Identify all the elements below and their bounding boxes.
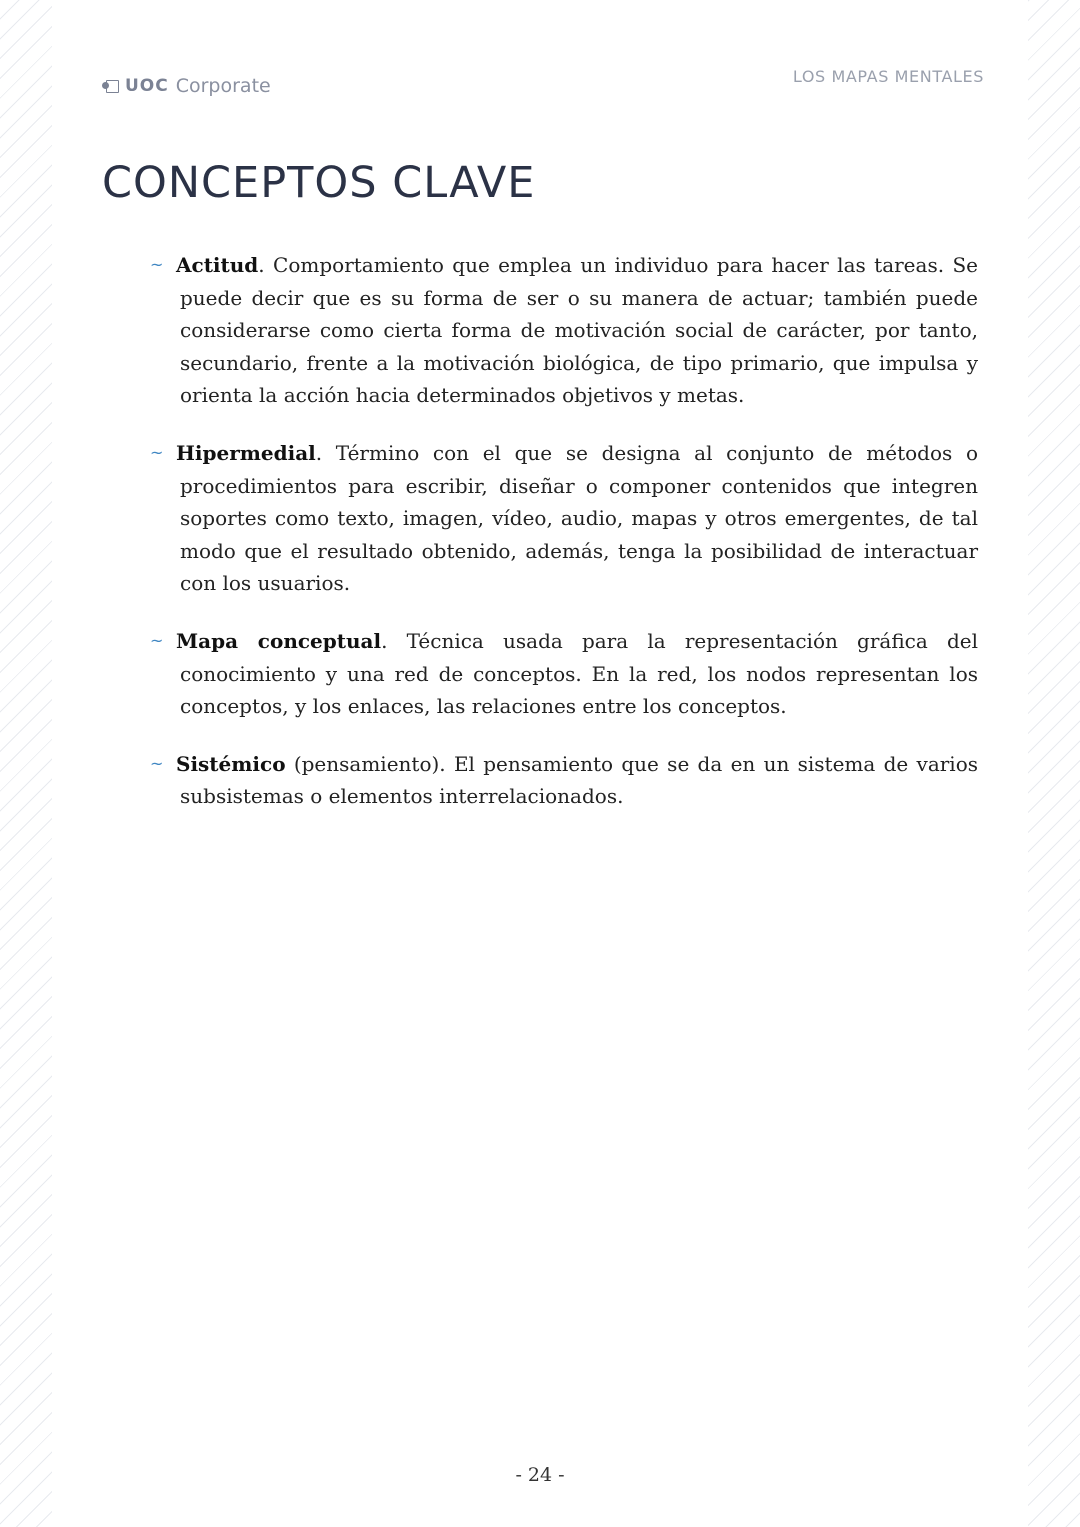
concept-text [176, 437, 978, 600]
concept-definition: . Comportamiento que emplea un individuo para hacer las tareas. Se puede decir que es su forma de ser o su manera de actuar; también puede considerarse como cierta forma de motivación social de carácter, por tanto, secundario, frente a la motivación biológica, de tipo primario, que impulsa y orienta la acción hacia determinados objetivos y metas. [180, 253, 978, 408]
running-header-title: LOS MAPAS MENTALES [792, 67, 984, 86]
tilde-bullet-icon: ~ [150, 753, 164, 773]
concept-definition: . Técnica usada para la representación gráfica del conocimiento y una red de conceptos. En la red, los nodos representan los conceptos, y los enlaces, las relaciones entre los conceptos. [180, 628, 978, 719]
concept-term: Actitud [176, 253, 259, 277]
concept-mapa-conceptual [150, 625, 978, 723]
section-title: CONCEPTOS CLAVE [102, 158, 536, 208]
concept-term: Hipermedial [176, 440, 316, 465]
logo-uoc-text: UOC [125, 76, 169, 96]
concept-text [176, 625, 978, 723]
concept-sistemico [150, 748, 978, 813]
concept-term: Sistémico [176, 751, 286, 776]
tilde-bullet-icon: ~ [150, 442, 164, 462]
concept-definition: (pensamiento). El pensamiento que se da en un sistema de varios subsistemas o elementos interrelacionados. [180, 751, 978, 809]
concept-text [176, 748, 978, 813]
tilde-bullet-icon: ~ [150, 255, 164, 274]
concept-definition: . Término con el que se designa al conjunto de métodos o procedimientos para escribir, diseñar o componer contenidos que integren soportes como texto, imagen, vídeo, audio, mapas y otros emergentes, de tal modo que el resultado obtenido, además, tenga la posibilidad de interactuar con los usuarios. [180, 440, 978, 596]
concept-text [176, 249, 978, 412]
uoc-corporate-logo [102, 74, 271, 98]
key-concepts-list [150, 249, 978, 838]
page-number: - 24 - [515, 1464, 565, 1486]
tilde-bullet-icon: ~ [150, 630, 164, 650]
concept-actitud [150, 249, 978, 412]
uoc-logo-icon [102, 79, 120, 93]
concept-hipermedial [150, 437, 978, 600]
concept-term: Mapa conceptual [176, 628, 382, 653]
logo-corporate-text: Corporate [175, 75, 271, 97]
